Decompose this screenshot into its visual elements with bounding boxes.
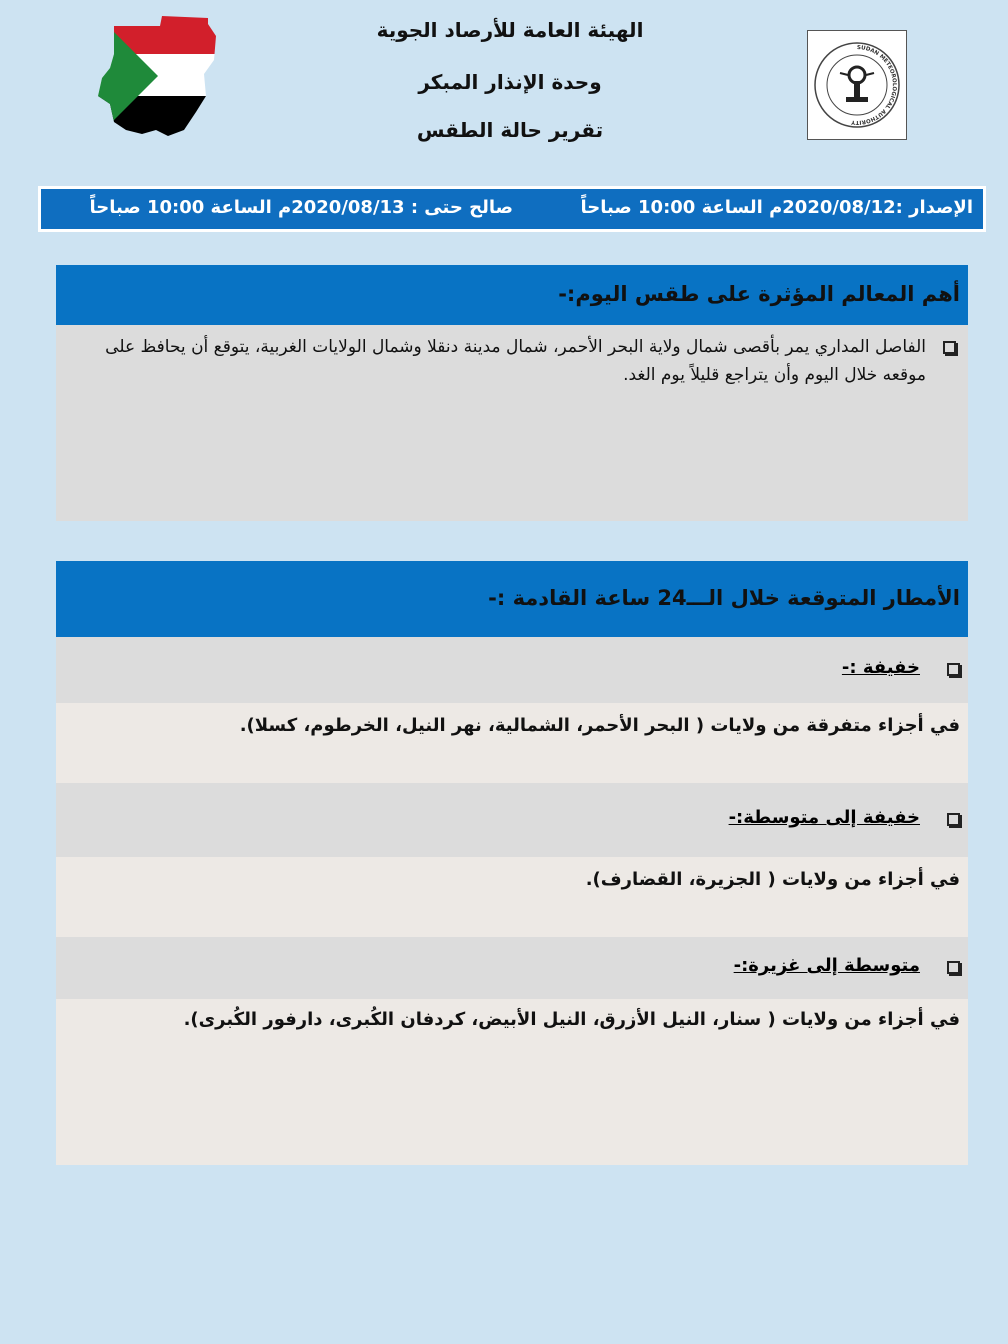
rain-category-moderate-heavy-label: متوسطة إلى غزيرة:- (733, 955, 920, 976)
section-rain-forecast-header (56, 561, 968, 637)
section-key-features-title: أهم المعالم المؤثرة على طقس اليوم:- (558, 282, 960, 306)
rain-category-light-moderate-header (56, 783, 968, 857)
checkbox-bullet-icon (943, 341, 956, 354)
rain-category-light-body (56, 703, 968, 783)
rain-category-light-moderate-text: في أجزاء من ولايات ( الجزيرة، القضارف). (585, 869, 960, 890)
checkbox-bullet-icon (947, 663, 960, 676)
meteorological-authority-logo (807, 30, 907, 140)
agency-name: الهيئة العامة للأرصاد الجوية (376, 18, 644, 42)
section-key-features-header (56, 265, 968, 325)
rain-category-light-text: في أجزاء متفرقة من ولايات ( البحر الأحمر، الشمالية، نهر النيل، الخرطوم، كسلا). (239, 715, 960, 736)
issue-validity-bar (38, 186, 986, 232)
sudan-flag-map-icon (96, 14, 222, 138)
checkbox-bullet-icon (947, 961, 960, 974)
unit-name: وحدة الإنذار المبكر (418, 70, 602, 94)
section-key-features-body (56, 325, 968, 521)
rain-category-light-label: خفيفة :- (841, 657, 920, 678)
rain-category-light-header (56, 637, 968, 703)
rain-category-light-moderate-label: خفيفة إلى متوسطة:- (728, 807, 920, 828)
valid-until-date: صالح حتى : 2020/08/13م الساعة 10:00 صباحاً (89, 197, 513, 218)
checkbox-bullet-icon (947, 813, 960, 826)
report-title: تقرير حالة الطقس (416, 118, 604, 142)
rain-category-moderate-heavy-header (56, 937, 968, 999)
rain-category-moderate-heavy-body (56, 999, 968, 1165)
rain-category-moderate-heavy-text: في أجزاء من ولايات ( سنار، النيل الأزرق، النيل الأبيض، كردفان الكُبرى، دارفور الكُبرى). (183, 1009, 960, 1030)
key-features-paragraph: الفاصل المداري يمر بأقصى شمال ولاية البحر الأحمر، شمال مدينة دنقلا وشمال الولايات الغربية، يتوقع أن يحافظ على موقعه خلال اليوم وأن يتراجع قليلاً يوم الغد. (105, 337, 926, 385)
svg-text:SUDAN METEOROLOGICAL AUTHORITY: SUDAN METEOROLOGICAL AUTHORITY (851, 44, 897, 126)
logo-emblem-icon (808, 31, 906, 139)
section-rain-forecast-title: الأمطار المتوقعة خلال الـــ24 ساعة القادمة :- (488, 586, 960, 610)
rain-category-light-moderate-body (56, 857, 968, 937)
issue-date: الإصدار :2020/08/12م الساعة 10:00 صباحاً (580, 197, 973, 218)
